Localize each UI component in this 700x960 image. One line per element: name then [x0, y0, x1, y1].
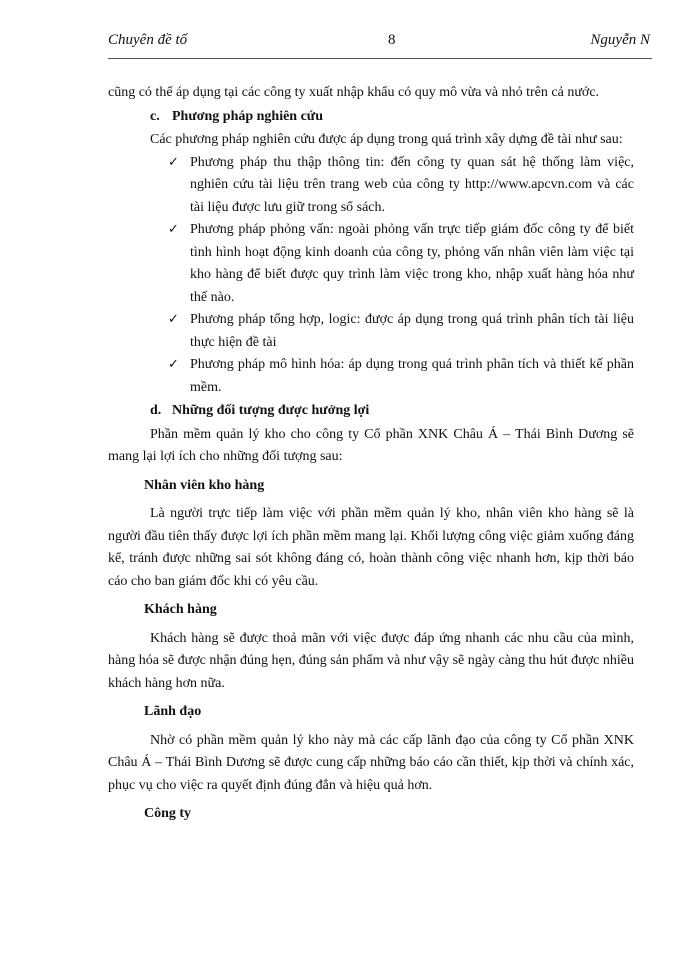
group-heading: Khách hàng — [144, 602, 217, 617]
list-item — [108, 354, 634, 399]
header-title: Chuyên đề tố — [108, 32, 188, 48]
page-header — [108, 32, 652, 59]
list-item — [108, 219, 634, 309]
method-text: Phương pháp phỏng vấn: ngoài phỏng vấn trực tiếp giám đốc công ty để biết tình hình hoạt động kinh doanh của công ty, phỏng vấn nhân viên làm việc tại kho hàng để biết được quy trình làm việc trong kho, nhập xuất hàng hóa như thế nào. — [190, 222, 634, 305]
list-item — [108, 152, 634, 220]
group-paragraph: Khách hàng sẽ được thoả mãn với việc được đáp ứng nhanh các nhu cầu của mình, hàng hóa sẽ được nhận đúng hẹn, đúng sản phẩm và như vậy sẽ ngày càng thu hút được nhiều khách hàng hơn nữa. — [108, 630, 634, 691]
list-item — [108, 309, 634, 354]
page-body — [108, 82, 634, 832]
group-heading: Nhân viên kho hàng — [144, 477, 265, 493]
section-d-intro: Phần mềm quản lý kho cho công ty Cổ phần XNK Châu Á – Thái Bình Dương sẽ mang lại lợi ích cho những đối tượng sau: — [108, 426, 634, 464]
group-paragraph: Là người trực tiếp làm việc với phần mềm quản lý kho, nhân viên kho hàng sẽ là người đầu tiên thấy được lợi ích phần mềm mang lại. Khối lượng công việc giảm xuống đáng kể, tránh được những sai sót không đáng có, hoàn thành công việc nhanh hơn, kịp thời báo cáo cho ban giám đốc khi có yêu cầu. — [108, 506, 634, 589]
section-c-title: Phương pháp nghiên cứu — [172, 108, 323, 124]
section-c-label: c. — [150, 108, 160, 124]
section-d-heading — [150, 400, 634, 423]
checkmark-icon: ✓ — [168, 312, 179, 327]
checkmark-icon: ✓ — [168, 222, 179, 237]
section-d-label: d. — [150, 403, 162, 418]
intro-paragraph: cũng có thể áp dụng tại các công ty xuất nhập khẩu có quy mô vừa và nhỏ trên cả nước. — [108, 85, 600, 100]
page-number: 8 — [388, 32, 396, 48]
checkmark-icon: ✓ — [168, 357, 179, 372]
method-text: Phương pháp tổng hợp, logic: được áp dụng trong quá trình phân tích tài liệu thực hiện đề tài — [190, 312, 634, 350]
methods-list — [108, 152, 634, 400]
group-heading: Công ty — [144, 806, 192, 821]
section-c-intro: Các phương pháp nghiên cứu được áp dụng trong quá trình xây dựng đề tài như sau: — [150, 132, 623, 147]
group-heading: Lãnh đạo — [144, 704, 202, 719]
group-paragraph: Nhờ có phần mềm quản lý kho này mà các cấp lãnh đạo của công ty Cổ phần XNK Châu Á – Thái Bình Dương sẽ được cung cấp những báo cáo cần thiết, kịp thời và chính xác, phục vụ cho việc ra quyết định đúng đắn và hiệu quả hơn. — [108, 732, 634, 793]
section-c-heading — [150, 106, 634, 129]
section-d-title: Những đối tượng được hưởng lợi — [172, 403, 370, 418]
method-text: Phương pháp mô hình hóa: áp dụng trong quá trình phân tích và thiết kế phần mềm. — [190, 357, 634, 395]
method-text: Phương pháp thu thập thông tin: đến công ty quan sát hệ thống làm việc, nghiên cứu tài liệu trên trang web của công ty http://www.apcvn.com và các tài liệu được lưu giữ trong sổ sách. — [190, 154, 634, 215]
header-author: Nguyễn N — [590, 32, 650, 48]
checkmark-icon: ✓ — [168, 154, 179, 170]
